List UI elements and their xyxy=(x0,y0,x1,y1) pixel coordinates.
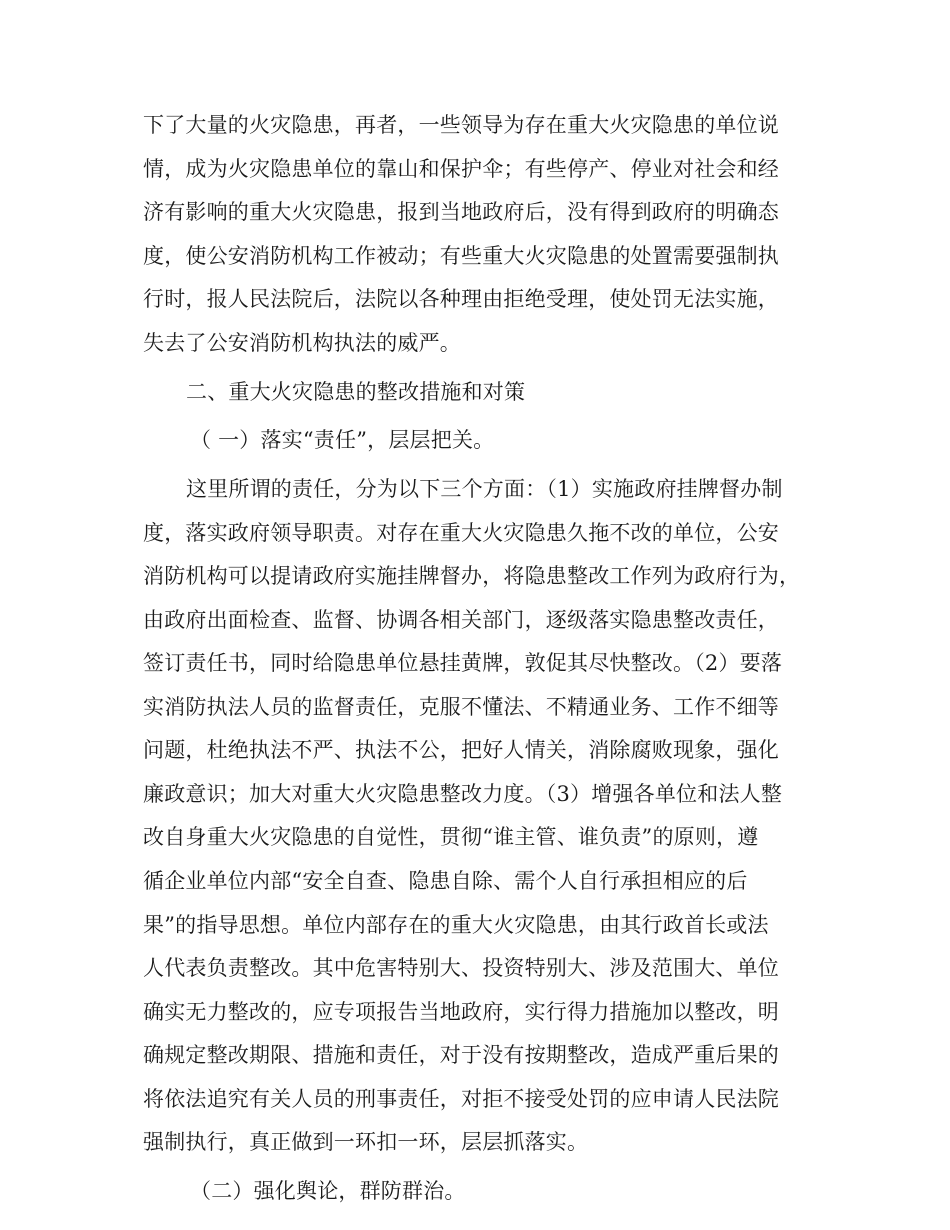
paragraph-line: 果”的指导思想。单位内部存在的重大火灾隐患，由其行政首长或法 xyxy=(143,913,769,937)
paragraph-line: 廉政意识；加大对重大火灾隐患整改力度。（3）增强各单位和法人整 xyxy=(143,782,783,806)
paragraph-line: 改自身重大火灾隐患的自觉性，贯彻“谁主管、谁负责”的原则，遵 xyxy=(143,825,759,849)
paragraph-line: 下了大量的火灾隐患，再者，一些领导为存在重大火灾隐患的单位说 xyxy=(143,113,779,137)
paragraph-line: 消防机构可以提请政府实施挂牌督办，将隐患整改工作列为政府行为， xyxy=(143,564,801,588)
paragraph-line: 度，落实政府领导职责。对存在重大火灾隐患久拖不改的单位，公安 xyxy=(143,521,779,545)
paragraph-line: 强制执行，真正做到一环扣一环，层层抓落实。 xyxy=(143,1130,589,1154)
paragraph-line: 问题，杜绝执法不严、执法不公，把好人情关，消除腐败现象，强化 xyxy=(143,738,779,762)
subsection-heading: （ 一）落实“责任”，层层把关。 xyxy=(190,428,495,452)
section-heading: 二、重大火灾隐患的整改措施和对策 xyxy=(186,380,526,404)
paragraph-line: 失去了公安消防机构执法的威严。 xyxy=(143,331,461,355)
paragraph-line: 确实无力整改的，应专项报告当地政府，实行得力措施加以整改，明 xyxy=(143,1000,779,1024)
paragraph-line: 济有影响的重大火灾隐患，报到当地政府后，没有得到政府的明确态 xyxy=(143,200,779,224)
paragraph-line: 由政府出面检查、监督、协调各相关部门，逐级落实隐患整改责任， xyxy=(143,608,779,632)
paragraph-line: 确规定整改期限、措施和责任，对于没有按期整改，造成严重后果的 xyxy=(143,1043,779,1067)
paragraph-line: 签订责任书，同时给隐患单位悬挂黄牌，敦促其尽快整改。（2）要落 xyxy=(143,651,783,675)
paragraph-line: 实消防执法人员的监督责任，克服不懂法、不精通业务、工作不细等 xyxy=(143,695,779,719)
paragraph-line: 将依法追究有关人员的刑事责任，对拒不接受处罚的应申请人民法院 xyxy=(143,1087,779,1111)
paragraph-line: 这里所谓的责任，分为以下三个方面：（1）实施政府挂牌督办制 xyxy=(186,477,783,501)
paragraph-line: 行时，报人民法院后，法院以各种理由拒绝受理，使处罚无法实施， xyxy=(143,287,779,311)
paragraph-line: 度，使公安消防机构工作被动；有些重大火灾隐患的处置需要强制执 xyxy=(143,244,779,268)
paragraph-line: 人代表负责整改。其中危害特别大、投资特别大、涉及范围大、单位 xyxy=(143,956,779,980)
subsection-heading: （二）强化舆论，群防群治。 xyxy=(190,1179,466,1203)
paragraph-line: 循企业单位内部“安全自查、隐患自除、需个人自行承担相应的后 xyxy=(143,869,748,893)
paragraph-line: 情，成为火灾隐患单位的靠山和保护伞；有些停产、停业对社会和经 xyxy=(143,157,779,181)
